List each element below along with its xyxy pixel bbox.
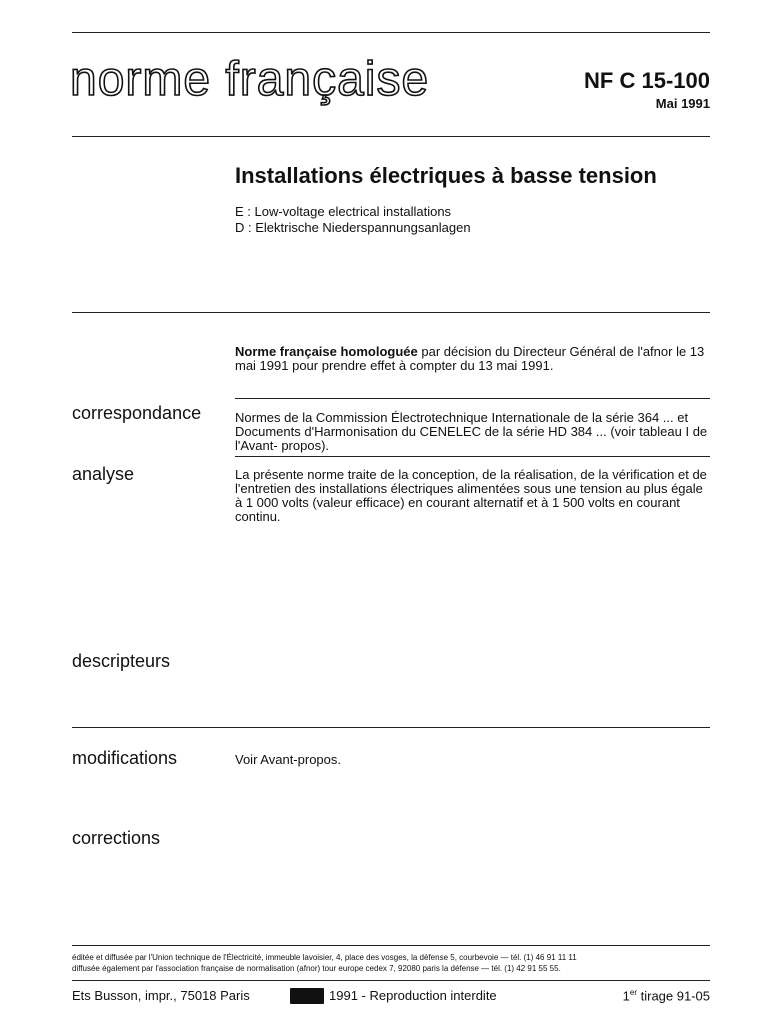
correspondance-rule xyxy=(235,398,710,399)
analyse-label: analyse xyxy=(72,464,135,484)
correspondance-text: Normes de la Commission Électrotechnique Internationale de la série 364 ... et Documents d'Harmonisation du CENELEC de la série HD 384 ... (voir tableau I de l'Avant- propos). xyxy=(235,410,708,453)
homologation-bold: Norme française homologuée xyxy=(235,344,418,359)
english-title: E : Low-voltage electrical installations xyxy=(235,204,452,219)
tirage-superscript: er xyxy=(629,988,637,997)
tirage-rest: tirage 91-05 xyxy=(637,988,710,1004)
top-rule xyxy=(72,32,710,33)
document-title: Installations électriques à basse tension xyxy=(235,163,657,188)
bottom-rule xyxy=(72,980,710,981)
footer-publisher-line: éditée et diffusée par l'Union technique de l'Électricité, immeuble lavoisier, 4, place des vosges, la défense 5, courbevoie — tél. (1) 46 91 11 11 xyxy=(72,953,577,962)
tirage-text xyxy=(623,988,710,1003)
correspondance-label: correspondance xyxy=(72,403,202,423)
analyse-rule xyxy=(235,456,710,457)
header-rule xyxy=(72,136,710,137)
descripteurs-rule xyxy=(72,727,710,728)
brand-wordmark: norme française xyxy=(70,53,430,106)
german-title: D : Elektrische Niederspannungsanlagen xyxy=(235,220,471,235)
standard-code: NF C 15-100 xyxy=(584,68,710,93)
modifications-label: modifications xyxy=(72,748,178,768)
footer-afnor-line: diffusée également par l'association française de normalisation (afnor) tour europe cedex 7, 92080 paris la défense — tél. (1) 42 91 55 55. xyxy=(72,964,561,973)
copyright-text: 1991 - Reproduction interdite xyxy=(329,988,497,1003)
descripteurs-label: descripteurs xyxy=(72,651,171,671)
corrections-label: corrections xyxy=(72,828,161,848)
title-rule xyxy=(72,312,710,313)
publisher-logo-icon xyxy=(290,988,324,1004)
standard-date: Mai 1991 xyxy=(655,96,710,111)
footer-rule xyxy=(72,945,710,946)
tirage-number: 1 xyxy=(622,988,630,1004)
modifications-text: Voir Avant-propos. xyxy=(235,752,341,767)
analyse-text: La présente norme traite de la conception, de la réalisation, de la vérification et de l'entretien des installations électriques alimentées sous une tension au plus égale à 1 000 volts (valeur efficace) en courant alternatif et à 1 500 volts en courant continu. xyxy=(235,467,707,524)
homologation-text xyxy=(235,345,711,373)
homologation-rest: par décision du Directeur Général de l'afnor le 13 mai 1991 pour prendre effet à compter du 13 mai 1991. xyxy=(235,344,705,373)
printer-text: Ets Busson, impr., 75018 Paris xyxy=(72,988,250,1003)
